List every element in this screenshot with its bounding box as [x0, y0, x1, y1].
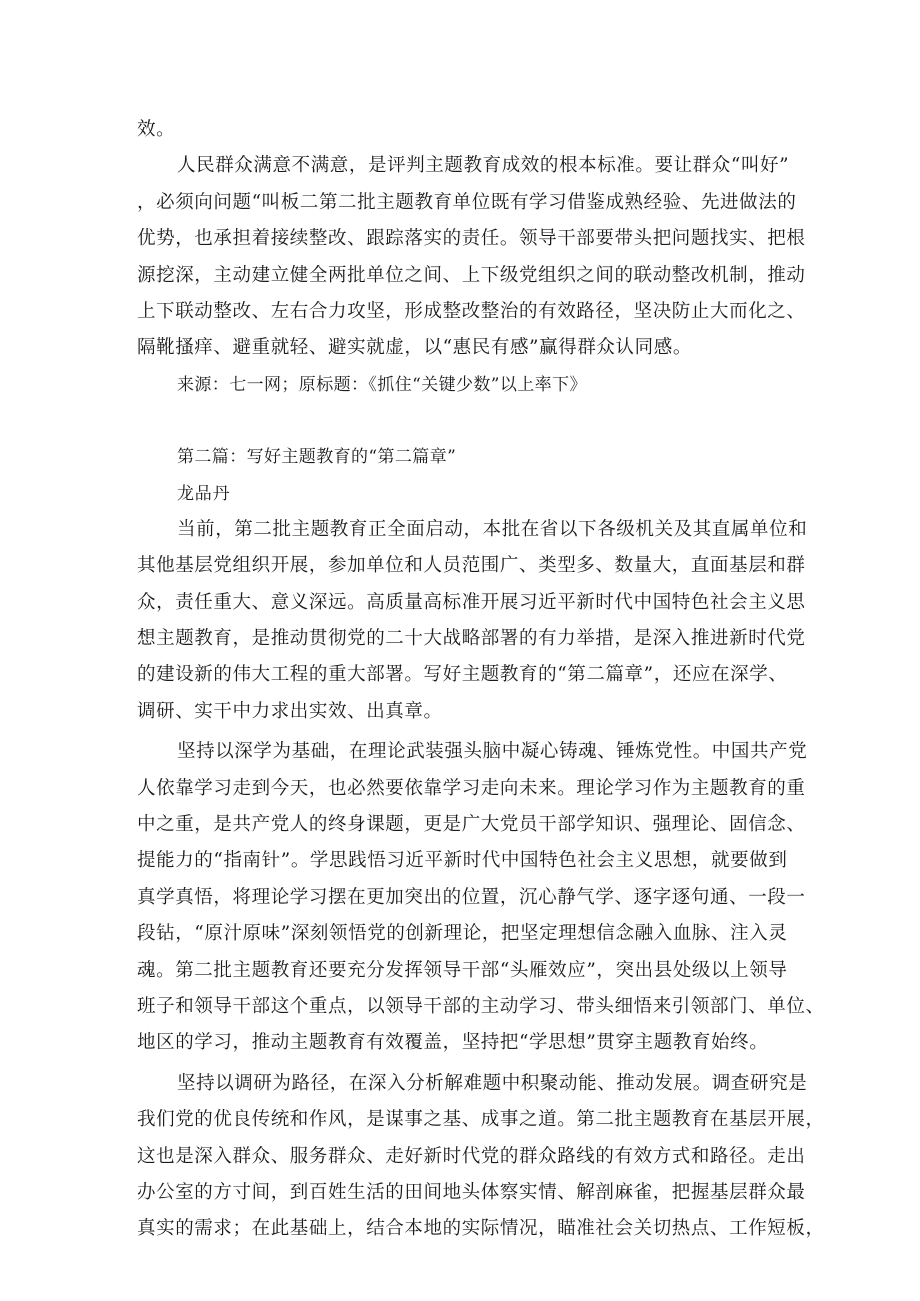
text-line: 众，责任重大、意义深远。高质量高标准开展习近平新时代中国特色社会主义思	[137, 591, 806, 613]
text-line: 隔靴搔痒、避重就轻、避实就虚，以“惠民有感”赢得群众认同感。	[137, 337, 692, 359]
text-line: 提能力的“指南针”。学思践悟习近平新时代中国特色社会主义思想，就要做到	[137, 850, 788, 872]
article-paragraph	[137, 734, 825, 1062]
text-line: 魂。第二批主题教育还要充分发挥领导干部“头雁效应”，突出县处级以上领导	[137, 959, 788, 981]
document-body	[137, 112, 825, 1248]
text-line: 当前，第二批主题教育正全面启动，本批在省以下各级机关及其直属单位和	[177, 518, 808, 540]
text-line: 上下联动整改、左右合力攻坚，形成整改整治的有效路径，坚决防止大而化之、	[137, 300, 806, 322]
text-line: 源挖深，主动建立健全两批单位之间、上下级党组织之间的联动整改机制，推动	[137, 264, 806, 286]
text-line: 地区的学习，推动主题教育有效覆盖，坚持把“学思想”贯穿主题教育始终。	[137, 1032, 769, 1054]
article-2	[137, 439, 825, 1248]
text-line: 人依靠学习走到今天，也必然要依靠学习走向未来。理论学习作为主题教育的重	[137, 777, 806, 799]
article-paragraph	[137, 1066, 825, 1248]
section-gap	[137, 403, 797, 439]
text-line: ，必须向问题“叫板二第二批主题教育单位既有学习借鉴成熟经验、先进做法的	[137, 191, 797, 213]
text-line: 中之重，是共产党人的终身课题，更是广大党员干部学知识、强理论、固信念、	[137, 814, 806, 836]
text-line: 段钻，“原汁原味”深刻领悟党的创新理论，把坚定理想信念融入血脉、注入灵	[137, 923, 788, 945]
text-line: 其他基层党组织开展，参加单位和人员范围广、类型多、数量大，直面基层和群	[137, 555, 806, 577]
text-line: 真学真悟，将理论学习摆在更加突出的位置，沉心静气学、逐字逐句通、一段一	[137, 886, 806, 908]
source-line: 来源：七一网；原标题：《抓住“关键少数”以上率下》	[177, 374, 587, 395]
text-line: 人民群众满意不满意，是评判主题教育成效的根本标准。要让群众“叫好”	[177, 155, 790, 177]
article-heading: 第二篇：写好主题教育的“第二篇章”	[177, 447, 457, 468]
text-line: 优势，也承担着接续整改、跟踪落实的责任。领导干部要带头把问题找实、把根	[137, 228, 806, 250]
satisfaction-paragraph	[137, 148, 806, 366]
text-line: 班子和领导干部这个重点，以领导干部的主动学习、带头细悟来引领部门、单位、	[137, 995, 825, 1017]
text-line: 的建设新的伟大工程的重大部署。写好主题教育的“第二篇章”，还应在深学、	[137, 664, 788, 686]
text-line: 坚持以调研为路径，在深入分析解难题中积聚动能、推动发展。调查研究是	[177, 1072, 808, 1094]
text-line: 效。	[137, 119, 176, 140]
continuation-paragraph	[137, 112, 797, 148]
text-line: 我们党的优良传统和作风，是谋事之基、成事之道。第二批主题教育在基层开展，	[137, 1109, 825, 1131]
text-line: 调研、实干中力求出实效、出真章。	[137, 700, 443, 722]
article-paragraph	[137, 512, 808, 730]
text-line: 真实的需求；在此基础上，结合本地的实际情况，瞄准社会关切热点、工作短板，	[137, 1218, 825, 1240]
text-line: 这也是深入群众、服务群众、走好新时代党的群众路线的有效方式和路径。走出	[137, 1145, 806, 1167]
article-author: 龙品丹	[177, 483, 231, 504]
text-line: 坚持以深学为基础，在理论武装强头脑中凝心铸魂、锤炼党性。中国共产党	[177, 741, 808, 763]
text-line: 办公室的方寸间，到百姓生活的田间地头体察实情、解剖麻雀，把握基层群众最	[137, 1181, 806, 1203]
text-line: 想主题教育，是推动贯彻党的二十大战略部署的有力举措，是深入推进新时代党	[137, 628, 806, 650]
